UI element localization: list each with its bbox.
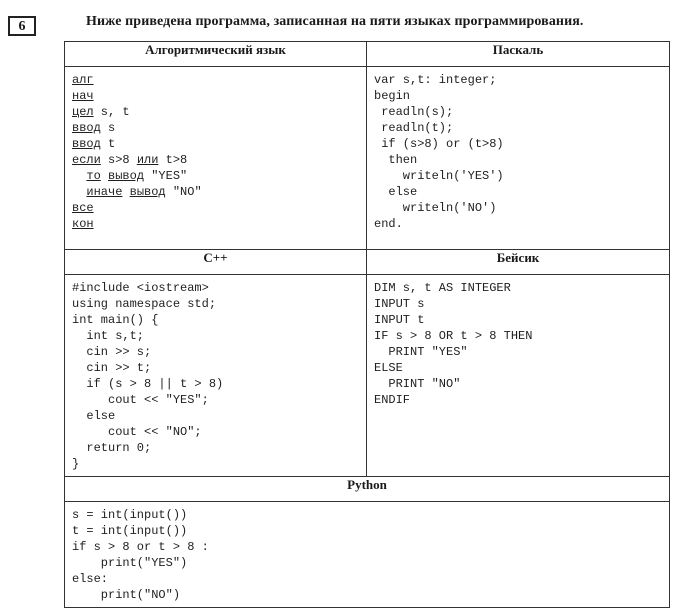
code-line: writeln('NO'): [374, 201, 497, 215]
task-number-box: [8, 16, 36, 36]
code-line: then: [374, 153, 418, 167]
code-line: cin >> s;: [72, 345, 152, 359]
kw-vyvod: вывод: [129, 185, 166, 199]
code-line: if (s>8) or (t>8): [374, 137, 504, 151]
alg-text: "NO": [165, 185, 202, 199]
basic-header: Бейсик: [367, 250, 670, 275]
alg-text: s: [100, 121, 116, 135]
alg-text: "YES": [144, 169, 188, 183]
algorithmic-code: [65, 67, 367, 250]
code-line: #include <iostream>: [72, 281, 209, 295]
code-line: if s > 8 or t > 8 :: [72, 540, 209, 554]
code-line: }: [72, 457, 80, 471]
code-line: PRINT "YES": [374, 345, 468, 359]
code-line: int s,t;: [72, 329, 145, 343]
code-line: int main() {: [72, 313, 159, 327]
code-line: else: [374, 185, 418, 199]
kw-vvod: ввод: [72, 121, 101, 135]
code-line: readln(s);: [374, 105, 454, 119]
kw-vse: все: [72, 201, 94, 215]
kw-alg: алг: [72, 73, 94, 87]
code-line: ELSE: [374, 361, 403, 375]
pascal-lines: [374, 72, 662, 232]
basic-code: [367, 275, 670, 477]
code-line: begin: [374, 89, 411, 103]
code-line: s = int(input()): [72, 508, 188, 522]
code-line: var s,t: integer;: [374, 73, 497, 87]
code-line: INPUT s: [374, 297, 425, 311]
code-line: IF s > 8 OR t > 8 THEN: [374, 329, 533, 343]
python-header: Python: [65, 477, 670, 502]
code-line: writeln('YES'): [374, 169, 504, 183]
code-line: if (s > 8 || t > 8): [72, 377, 224, 391]
code-line: return 0;: [72, 441, 152, 455]
code-line: DIM s, t AS INTEGER: [374, 281, 511, 295]
pascal-code: [367, 67, 670, 250]
code-line: readln(t);: [374, 121, 454, 135]
code-line: print("NO"): [72, 588, 181, 602]
code-line: print("YES"): [72, 556, 188, 570]
pascal-header: Паскаль: [367, 42, 670, 67]
cpp-lines: [72, 280, 359, 472]
code-line: cout << "YES";: [72, 393, 209, 407]
algorithmic-header: Алгоритмический язык: [65, 42, 367, 67]
cpp-code: [65, 275, 367, 477]
kw-inache: иначе: [86, 185, 123, 199]
kw-kon: кон: [72, 217, 94, 231]
code-comparison-table: [64, 41, 670, 608]
kw-ili: или: [136, 153, 159, 167]
code-line: else: [72, 409, 116, 423]
task-number: 6: [18, 19, 26, 34]
kw-vvod: ввод: [72, 137, 101, 151]
code-line: ENDIF: [374, 393, 411, 407]
code-line: t = int(input()): [72, 524, 188, 538]
kw-esli: если: [72, 153, 101, 167]
task-intro: Ниже приведена программа, записанная на пяти языках программирования.: [86, 14, 584, 29]
code-line: cout << "NO";: [72, 425, 202, 439]
python-lines: [72, 507, 662, 603]
alg-text: t>8: [158, 153, 188, 167]
code-line: INPUT t: [374, 313, 425, 327]
alg-indent: [72, 185, 86, 199]
kw-to: то: [86, 169, 101, 183]
kw-nach: нач: [72, 89, 94, 103]
code-line: PRINT "NO": [374, 377, 461, 391]
basic-lines: [374, 280, 662, 408]
alg-text: t: [100, 137, 116, 151]
alg-indent: [72, 169, 86, 183]
kw-vyvod: вывод: [108, 169, 145, 183]
code-line: end.: [374, 217, 403, 231]
code-line: using namespace std;: [72, 297, 217, 311]
code-line: else:: [72, 572, 109, 586]
alg-text: s>8: [100, 153, 137, 167]
alg-text: s, t: [93, 105, 130, 119]
python-code: [65, 502, 670, 608]
code-line: cin >> t;: [72, 361, 152, 375]
kw-cel: цел: [72, 105, 94, 119]
cpp-header: C++: [65, 250, 367, 275]
